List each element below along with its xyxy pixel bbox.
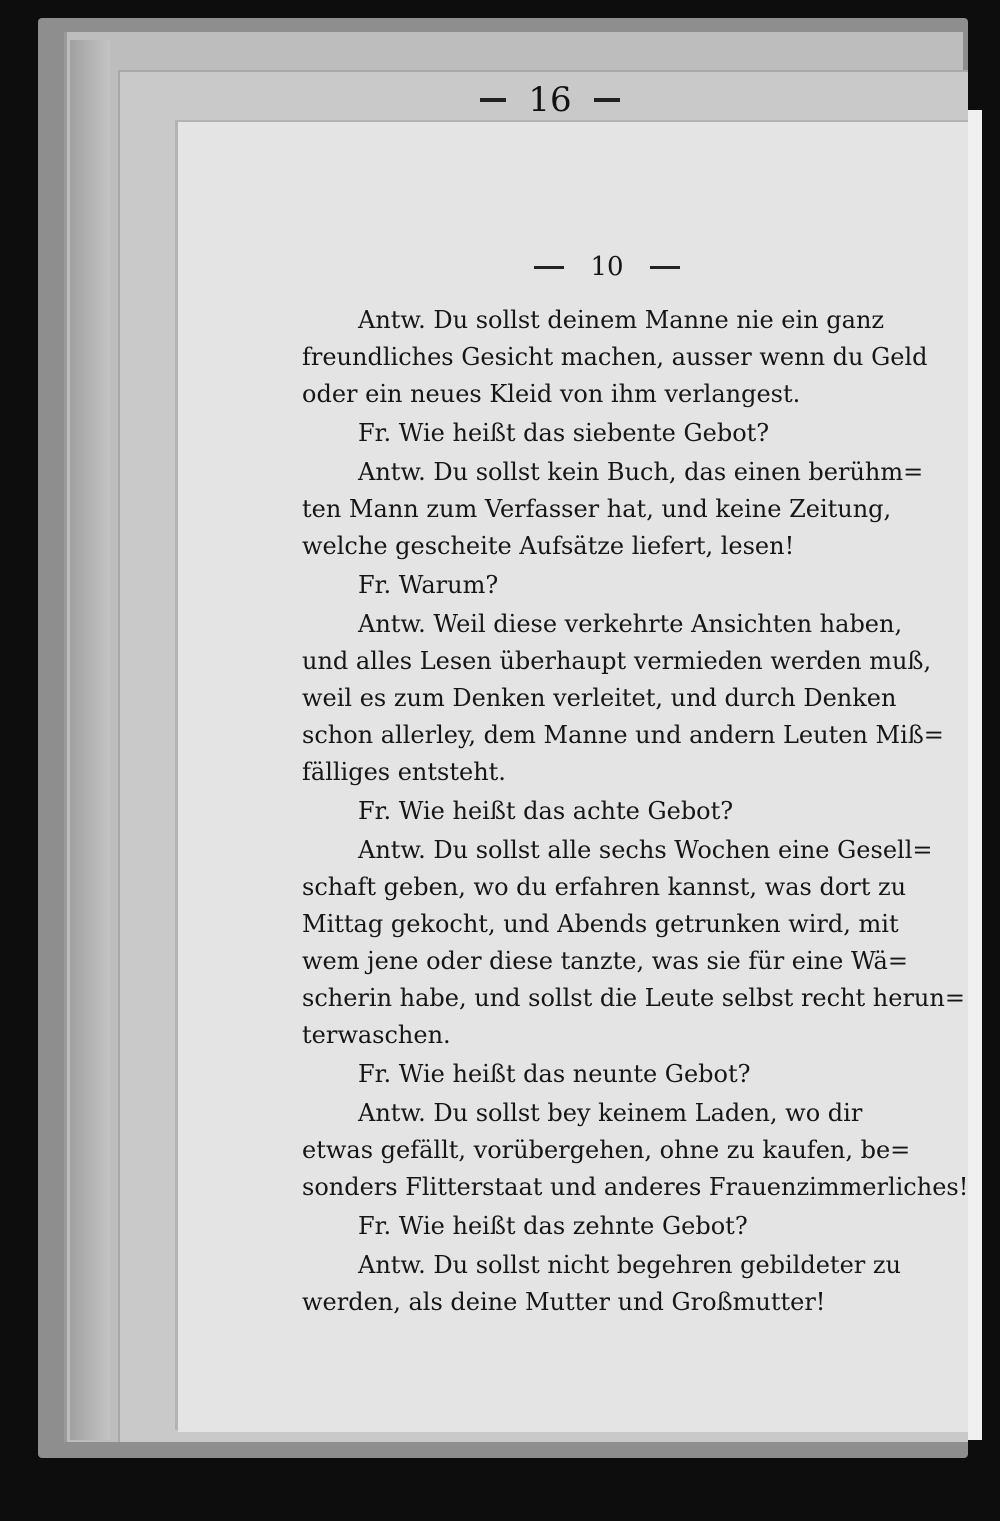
text-line: und alles Lesen überhaupt vermieden werden muß, [302, 647, 932, 675]
text-line: schaft geben, wo du erfahren kannst, was dort zu [302, 873, 907, 901]
text-line: sonders Flitterstaat und anderes Frauenzimmerliches! [302, 1173, 969, 1201]
paragraph [302, 415, 912, 452]
back-page-number: 16 [528, 80, 572, 120]
text-line: Antw. Du sollst kein Buch, das einen berühm= [358, 458, 924, 486]
text-line: ten Mann zum Verfasser hat, und keine Zeitung, [302, 495, 892, 523]
paragraph [302, 302, 928, 413]
text-line: freundliches Gesicht machen, ausser wenn du Geld [302, 343, 928, 371]
text-line: welche gescheite Aufsätze liefert, lesen! [302, 532, 795, 560]
paragraph [302, 454, 924, 565]
text-line: schon allerley, dem Manne und andern Leuten Miß= [302, 721, 944, 749]
text-line: Fr. Wie heißt das neunte Gebot? [358, 1060, 751, 1088]
text-line: Fr. Wie heißt das siebente Gebot? [358, 419, 770, 447]
text-line: etwas gefällt, vorübergehen, ohne zu kaufen, be= [302, 1136, 911, 1164]
text-line: Antw. Du sollst deinem Manne nie ein ganz [358, 306, 885, 334]
text-line: Fr. Warum? [358, 571, 499, 599]
body-text [302, 302, 969, 1321]
page-number-dash-left [534, 266, 564, 269]
paragraph [302, 606, 944, 791]
page-number-dash-right [650, 266, 680, 269]
page-number-header [302, 250, 912, 284]
back-page-header [430, 78, 670, 122]
paragraph [302, 1095, 969, 1206]
header-dash-right [594, 98, 620, 102]
text-line: weil es zum Denken verleitet, und durch Denken [302, 684, 897, 712]
text-line: Antw. Du sollst alle sechs Wochen eine Gesell= [358, 836, 933, 864]
paragraph [302, 1056, 912, 1093]
text-line: Antw. Du sollst nicht begehren gebildeter zu [358, 1251, 901, 1279]
paragraph [302, 793, 912, 830]
paragraph [302, 1247, 912, 1321]
text-line: fälliges entsteht. [302, 758, 506, 786]
text-line: Antw. Du sollst bey keinem Laden, wo dir [358, 1099, 863, 1127]
text-line: Fr. Wie heißt das zehnte Gebot? [358, 1212, 748, 1240]
page-content [302, 250, 969, 1323]
page-edge [968, 110, 982, 1440]
text-line: wem jene oder diese tanzte, was sie für eine Wä= [302, 947, 908, 975]
header-dash-left [480, 98, 506, 102]
paragraph [302, 832, 965, 1054]
text-line: werden, als deine Mutter und Großmutter! [302, 1288, 826, 1316]
text-line: oder ein neues Kleid von ihm verlangest. [302, 380, 801, 408]
text-line: terwaschen. [302, 1021, 451, 1049]
text-line: Fr. Wie heißt das achte Gebot? [358, 797, 734, 825]
spine-shadow [70, 40, 110, 1440]
paragraph [302, 1208, 912, 1245]
paragraph [302, 567, 912, 604]
text-line: Mittag gekocht, und Abends getrunken wird, mit [302, 910, 899, 938]
page-number: 10 [590, 252, 624, 282]
text-line: scherin habe, und sollst die Leute selbst recht herun= [302, 984, 965, 1012]
text-line: Antw. Weil diese verkehrte Ansichten haben, [358, 610, 903, 638]
